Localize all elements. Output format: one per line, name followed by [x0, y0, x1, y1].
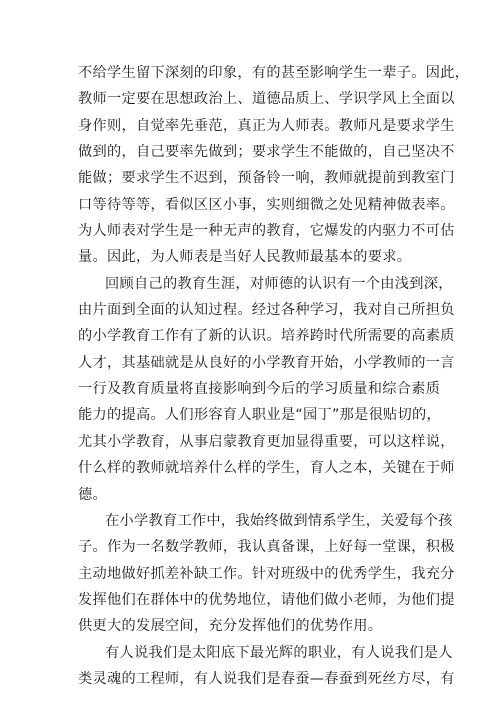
- text-line: 有人说我们是太阳底下最光辉的职业，有人说我们是人: [105, 644, 453, 661]
- text-line: 不给学生留下深刻的印象，有的甚至影响学生一辈子。因此，: [78, 65, 470, 81]
- text-line: 的小学教育工作有了新的认识。培养跨时代所需要的高素质: [78, 328, 455, 345]
- text-line: 什么样的教师就培养什么样的学生，育人之本，关键在于师: [78, 460, 455, 477]
- text-line: 回顾自己的教育生涯，对师德的认识有一个由浅到深，: [105, 275, 453, 292]
- text-line: 人才，其基础就是从良好的小学教育开始，小学教师的一言: [78, 354, 455, 371]
- text-line: 量。因此，为人师表是当好人民教师最基本的要求。: [78, 249, 412, 266]
- text-line: 口等待等等，看似区区小事，实则细微之处见精神做表率。: [78, 196, 455, 213]
- text-line: 一行及教育质量将直接影响到今后的学习质量和综合素质: [78, 381, 441, 398]
- text-line: 子。作为一名数学教师，我认真备课，上好每一堂课，积极: [78, 539, 455, 556]
- document-body: [78, 60, 470, 692]
- text-line: 为人师表对学生是一种无声的教育，它爆发的内驱力不可估: [78, 223, 455, 240]
- text-line: 发挥他们在群体中的优势地位，请他们做小老师，为他们提: [78, 591, 455, 608]
- text-line: 在小学教育工作中，我始终做到情系学生，关爱每个孩: [105, 512, 453, 529]
- text-line: 德。: [78, 486, 107, 503]
- text-line: 教师一定要在思想政治上、道德品质上、学识学风上全面以: [78, 91, 455, 108]
- text-line: 类灵魂的工程师，有人说我们是春蚕—春蚕到死丝方尽，有: [78, 670, 455, 687]
- text-line: 做到的，自己要率先做到；要求学生不能做的，自己坚决不: [78, 144, 455, 161]
- text-line: 身作则，自觉率先垂范，真正为人师表。教师凡是要求学生: [78, 117, 455, 134]
- text-line: 能做；要求学生不迟到，预备铃一响，教师就提前到教室门: [78, 170, 455, 187]
- text-line: 主动地做好抓差补缺工作。针对班级中的优秀学生，我充分: [78, 565, 455, 582]
- text-line: 能力的提高。人们形容育人职业是“园丁”那是很贴切的，: [78, 407, 442, 424]
- text-line: 由片面到全面的认知过程。经过各种学习，我对自己所担负: [78, 302, 455, 319]
- text-line: 供更大的发展空间，充分发挥他们的优势作用。: [78, 618, 383, 635]
- text-line: 尤其小学教育，从事启蒙教育更加显得重要，可以这样说，: [78, 433, 455, 450]
